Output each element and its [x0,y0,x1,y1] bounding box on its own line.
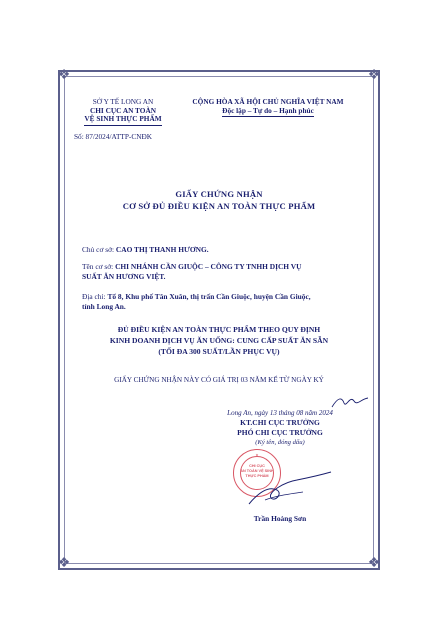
stamp-line3: THỰC PHẨM [245,474,269,478]
facility-label: Tên cơ sở: [82,262,116,271]
document-number: Số: 87/2024/ATTP-CNĐK [74,132,153,141]
address-value-2: tỉnh Long An. [82,302,126,311]
validity-statement: GIẤY CHỨNG NHẬN NÀY CÓ GIÁ TRỊ 03 NĂM KỂ TỪ NGÀY KÝ [114,376,324,384]
signature-date: Long An, ngày 13 tháng 08 năm 2024 [227,409,333,417]
national-motto: CỘNG HÒA XÃ HỘI CHỦ NGHĨA VIỆT NAM [192,97,344,106]
owner-line [82,245,372,255]
signature-role-1: KT.CHI CỤC TRƯỞNG [240,418,320,427]
qualification-line3: (TỐI ĐA 300 SUẤT/LẦN PHỤC VỤ) [158,347,280,356]
agency-parent: SỞ Y TẾ LONG AN [92,97,154,106]
stamp-line2: AN TOÀN VỆ SINH [240,469,274,473]
qualification-line2: KINH DOANH DỊCH VỤ ĂN UỐNG: CUNG CẤP SUẤT ĂN SẴN [109,336,329,345]
agency-header [72,98,174,126]
stamp-line1: CHI CỤC [249,464,265,468]
page-title [70,188,368,212]
facility-value-1: CHI NHÁNH CẦN GIUỘC – CÔNG TY TNHH DỊCH VỤ [115,262,302,271]
owner-value: CAO THỊ THANH HƯƠNG. [115,245,209,254]
qualification-statement [70,324,368,357]
signature-role-2: PHÓ CHI CỤC TRƯỞNG [237,428,323,437]
address-value-1: Tổ 8, Khu phố Tân Xuân, thị trấn Cần Giuộc, huyện Cần Giuộc, [107,292,311,301]
title-line1: GIẤY CHỨNG NHẬN [175,189,263,199]
facility-value-2: SUẤT ĂN HƯƠNG VIỆT. [82,272,166,281]
address-label: Địa chỉ: [82,292,108,301]
signer-name: Trần Hoàng Sơn [253,514,307,523]
corner-ornament-icon: ❖ [367,556,381,571]
signature-block [200,409,360,447]
qualification-line1: ĐỦ ĐIỀU KIỆN AN TOÀN THỰC PHẨM THEO QUY ĐỊNH [117,325,321,334]
agency-name-line1: CHI CỤC AN TOÀN [89,105,157,115]
address-line [82,292,378,312]
facility-line [82,262,374,282]
corner-ornament-icon: ❖ [367,68,381,83]
national-header [178,98,358,117]
initial-signature-icon [330,393,370,411]
owner-label: Chủ cơ sở: [82,245,116,254]
national-slogan: Độc lập – Tự do – Hạnh phúc [222,107,314,118]
title-line2: CƠ SỞ ĐỦ ĐIỀU KIỆN AN TOÀN THỰC PHẨM [122,201,316,211]
corner-ornament-icon: ❖ [57,556,71,571]
agency-name-line2: VỆ SINH THỰC PHẨM [84,115,161,126]
signature-icon [245,470,335,510]
signature-note: (Ký tên, đóng dấu) [255,439,305,446]
official-stamp: ★ CHI CỤC AN TOÀN VỆ SINH THỰC PHẨM [233,449,281,497]
corner-ornament-icon: ❖ [57,68,71,83]
